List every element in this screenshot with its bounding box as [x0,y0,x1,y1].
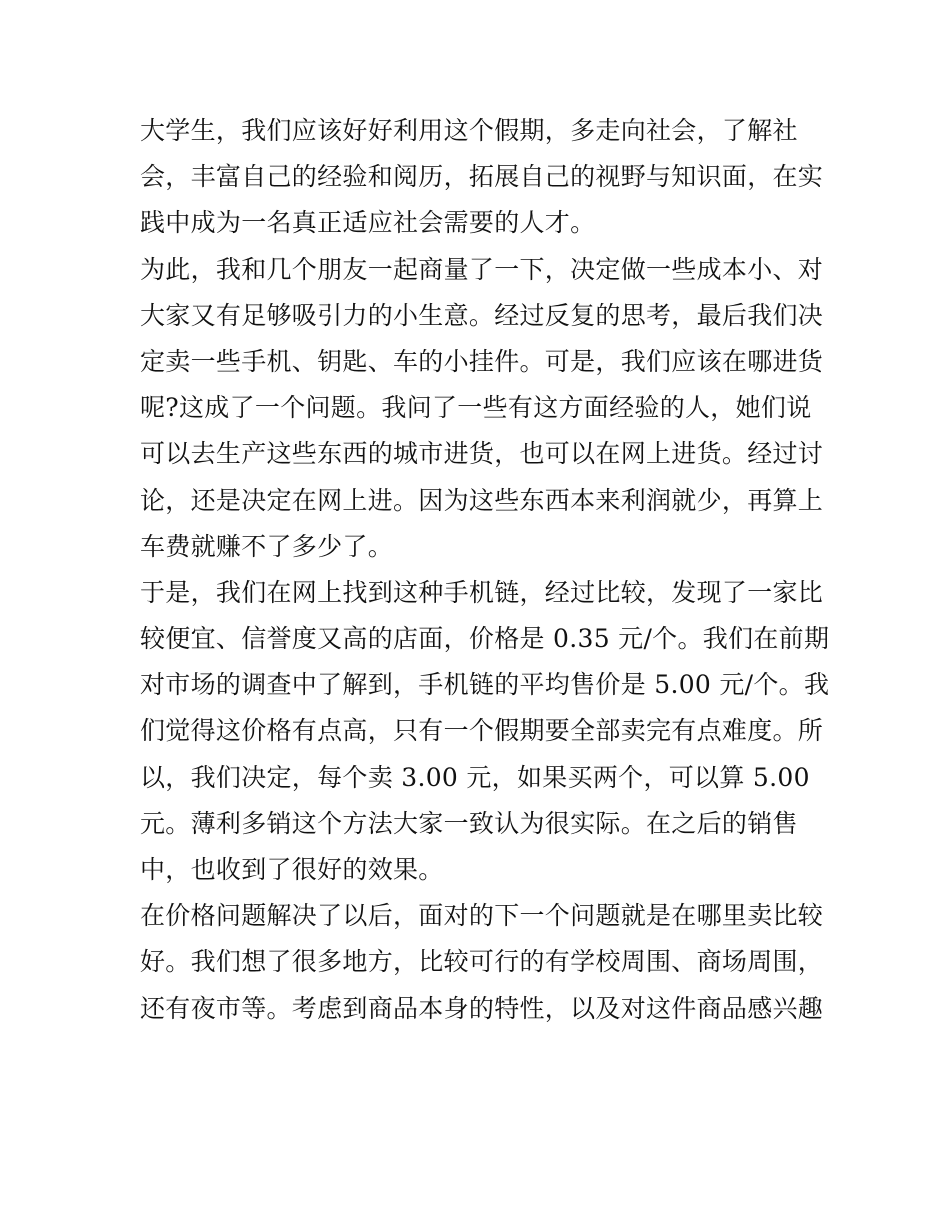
text-line: 论，还是决定在网上进。因为这些东西本来利润就少，再算上 [140,485,824,515]
text-line: 还有夜市等。考虑到商品本身的特性，以及对这件商品感兴趣 [140,993,824,1023]
text-line: 元。薄利多销这个方法大家一致认为很实际。在之后的销售 [140,808,798,838]
text-line: 在价格问题解决了以后，面对的下一个问题就是在哪里卖比较 [140,901,824,931]
text-line: 定卖一些手机、钥匙、车的小挂件。可是，我们应该在哪进货 [140,346,824,376]
text-line: 会，丰富自己的经验和阅历，拓展自己的视野与知识面，在实 [140,162,824,192]
text-line: 于是，我们在网上找到这种手机链，经过比较，发现了一家比 [140,577,824,607]
text-line: 中，也收到了很好的效果。 [140,855,444,884]
text-line: 车费就赚不了多少了。 [140,531,394,561]
text-line: 较便宜、信誉度又高的店面，价格是 0.35 元/个。我们在前期 [140,624,830,654]
body-text [140,108,830,1032]
text-line: 以，我们决定，每个卖 3.00 元，如果买两个，可以算 5.00 [140,762,810,792]
text-line: 大学生，我们应该好好利用这个假期，多走向社会，了解社 [140,116,798,145]
text-line: 们觉得这价格有点高，只有一个假期要全部卖完有点难度。所 [140,716,824,746]
text-line: 大家又有足够吸引力的小生意。经过反复的思考，最后我们决 [140,300,824,330]
text-line: 践中成为一名真正适应社会需要的人才。 [140,208,596,238]
text-line: 为此，我和几个朋友一起商量了一下，决定做一些成本小、对 [140,254,824,284]
text-line: 可以去生产这些东西的城市进货，也可以在网上进货。经过讨 [140,439,824,469]
text-line: 对市场的调查中了解到，手机链的平均售价是 5.00 元/个。我 [140,670,830,700]
text-line: 呢?这成了一个问题。我问了一些有这方面经验的人，她们说 [140,393,812,423]
text-line: 好。我们想了很多地方，比较可行的有学校周围、商场周围， [140,947,824,977]
